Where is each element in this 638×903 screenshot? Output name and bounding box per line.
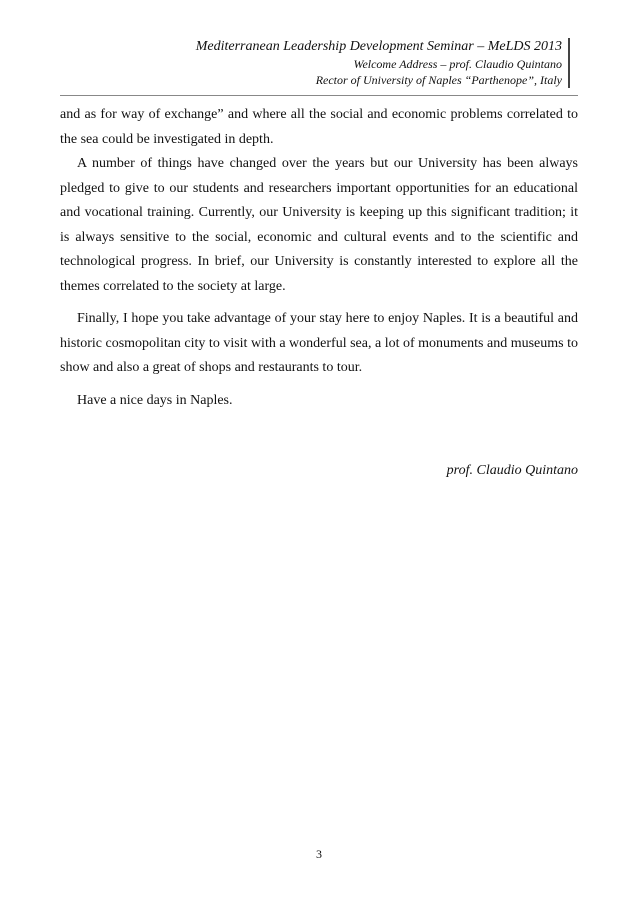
paragraph-continuation: and as for way of exchange” and where all the social and economic problems correlated to the sea could be investigated in depth. — [60, 107, 578, 147]
signature: prof. Claudio Quintano — [446, 463, 578, 478]
paragraph-university: A number of things have changed over the years but our University has been always pledged to give to our students and researchers important opportunities for an educational and vocational training. Currently, our University is keeping up this significant tradition; it is always sensitive to the social, economic and cultural events and to the scientific and technological progress. In brief, our University is constantly interested to explore all the themes correlated to the society at large. — [60, 156, 578, 294]
header-address-title: Welcome Address – prof. Claudio Quintano — [353, 57, 562, 71]
header-divider — [60, 95, 578, 96]
page-number: 3 — [316, 847, 322, 861]
paragraph-closing: Have a nice days in Naples. — [77, 392, 233, 408]
body-text — [60, 103, 578, 421]
running-header — [196, 38, 570, 88]
paragraph-naples: Finally, I hope you take advantage of your stay here to enjoy Naples. It is a beautiful and historic cosmopolitan city to visit with a wonderful sea, a lot of monuments and museums to show and also a great of shops and restaurants to tour. — [60, 311, 578, 375]
header-seminar-title: Mediterranean Leadership Development Seminar – MeLDS 2013 — [195, 39, 562, 54]
header-rector-affiliation: Rector of University of Naples “Parthenope”, Italy — [315, 73, 562, 87]
